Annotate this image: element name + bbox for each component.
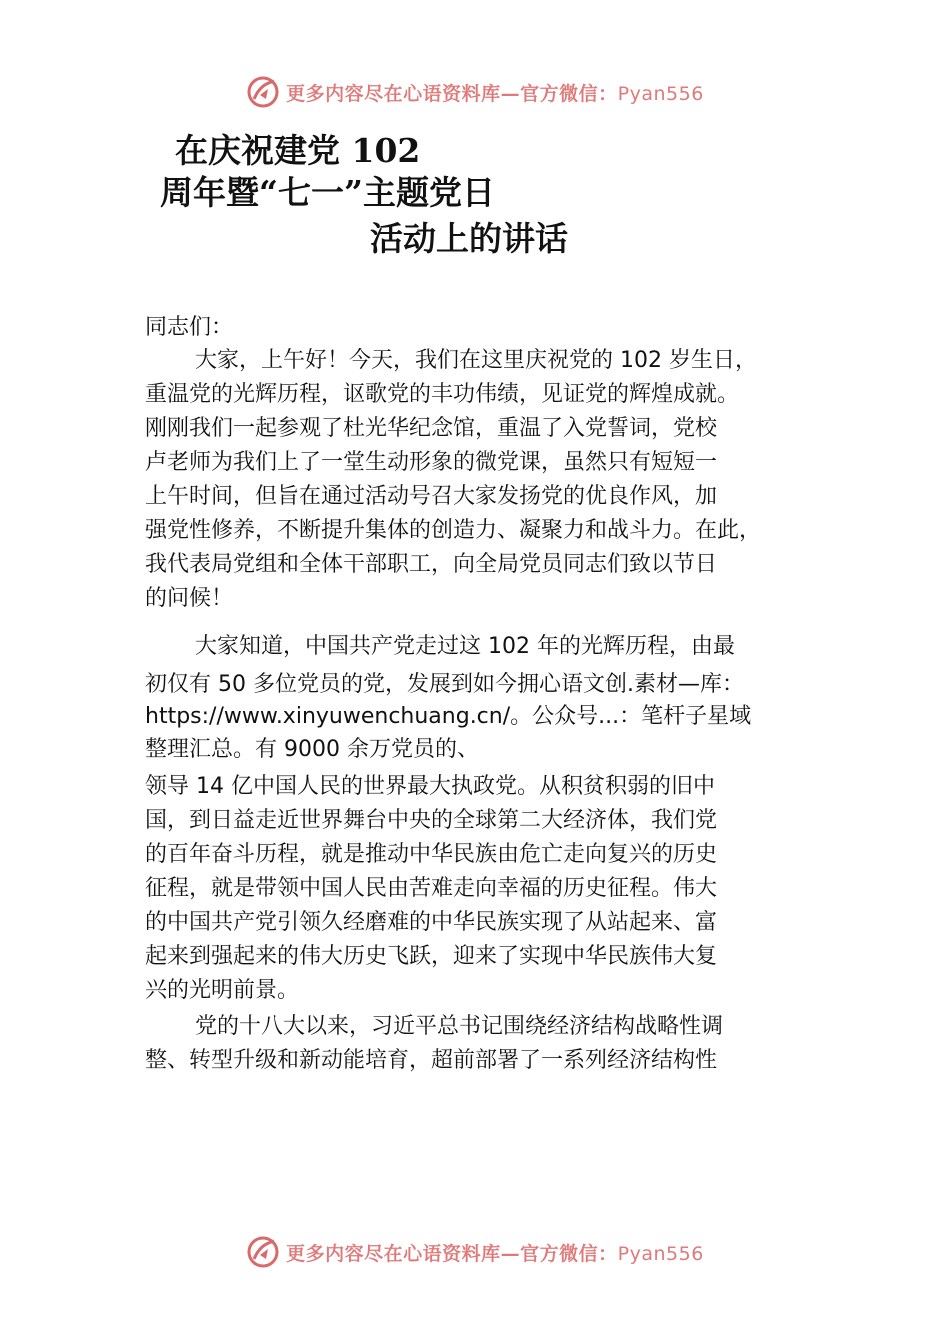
banner-text: 更多内容尽在心语资料库—官方微信：Pyan556 xyxy=(286,1242,704,1265)
paragraph-line: 征程，就是带领中国人民由苦难走向幸福的历史征程。伟大 xyxy=(145,876,718,901)
paragraph-line: 整理汇总。有 9000 余万党员的、 xyxy=(145,737,479,762)
greeting: 同志们： xyxy=(145,315,234,340)
paragraph-line: 整、转型升级和新动能培育，超前部署了一系列经济结构性 xyxy=(145,1048,718,1073)
paragraph-line: 党的十八大以来，习近平总书记围绕经济结构战略性调 xyxy=(195,1014,724,1039)
paragraph-line: 的中国共产党引领久经磨难的中华民族实现了从站起来、富 xyxy=(145,910,718,935)
paragraph-line: 上午时间，但旨在通过活动号召大家发扬党的优良作风，加 xyxy=(145,484,718,509)
title-line-1: 在庆祝建党 102 xyxy=(175,131,421,170)
paragraph-line: 重温党的光辉历程，讴歌党的丰功伟绩，见证党的辉煌成就。 xyxy=(145,382,740,407)
paragraph-line: 领导 14 亿中国人民的世界最大执政党。从积贫积弱的旧中 xyxy=(145,774,715,799)
title-line-2: 周年暨“七一”主题党日 xyxy=(160,173,495,212)
logo-icon xyxy=(246,75,280,109)
paragraph-line: 兴的光明前景。 xyxy=(145,978,300,1003)
banner-wechat-id: Pyan556 xyxy=(617,82,704,105)
footer-banner xyxy=(0,1232,950,1272)
paragraph-line: 起来到强起来的伟大历史飞跃，迎来了实现中华民族伟大复 xyxy=(145,944,718,969)
link-line[interactable]: https://www.xinyuwenchuang.cn/。公众号...：笔杆子星域 xyxy=(145,704,752,729)
paragraph-line: 的百年奋斗历程，就是推动中华民族由危亡走向复兴的历史 xyxy=(145,842,718,867)
title-line-3: 活动上的讲话 xyxy=(370,219,568,258)
banner-text: 更多内容尽在心语资料库—官方微信：Pyan556 xyxy=(286,82,704,105)
paragraph-line: 大家知道，中国共产党走过这 102 年的光辉历程，由最 xyxy=(195,634,735,659)
paragraph-line: 大家，上午好！今天，我们在这里庆祝党的 102 岁生日， xyxy=(195,348,757,373)
paragraph-line: 国，到日益走近世界舞台中央的全球第二大经济体，我们党 xyxy=(145,808,718,833)
paragraph-line: 强党性修养，不断提升集体的创造力、凝聚力和战斗力。在此， xyxy=(145,518,762,543)
header-banner xyxy=(0,72,950,112)
paragraph-line: 我代表局党组和全体干部职工，向全局党员同志们致以节日 xyxy=(145,552,718,577)
paragraph-line: 刚刚我们一起参观了杜光华纪念馆，重温了入党誓词，党校 xyxy=(145,416,718,441)
paragraph-line: 卢老师为我们上了一堂生动形象的微党课，虽然只有短短一 xyxy=(145,450,718,475)
paragraph-line: 初仅有 50 多位党员的党，发展到如今拥心语文创.素材—库： xyxy=(145,672,744,697)
banner-wechat-id: Pyan556 xyxy=(617,1242,704,1265)
paragraph-line: 的问候！ xyxy=(145,586,234,611)
logo-icon xyxy=(246,1235,280,1269)
